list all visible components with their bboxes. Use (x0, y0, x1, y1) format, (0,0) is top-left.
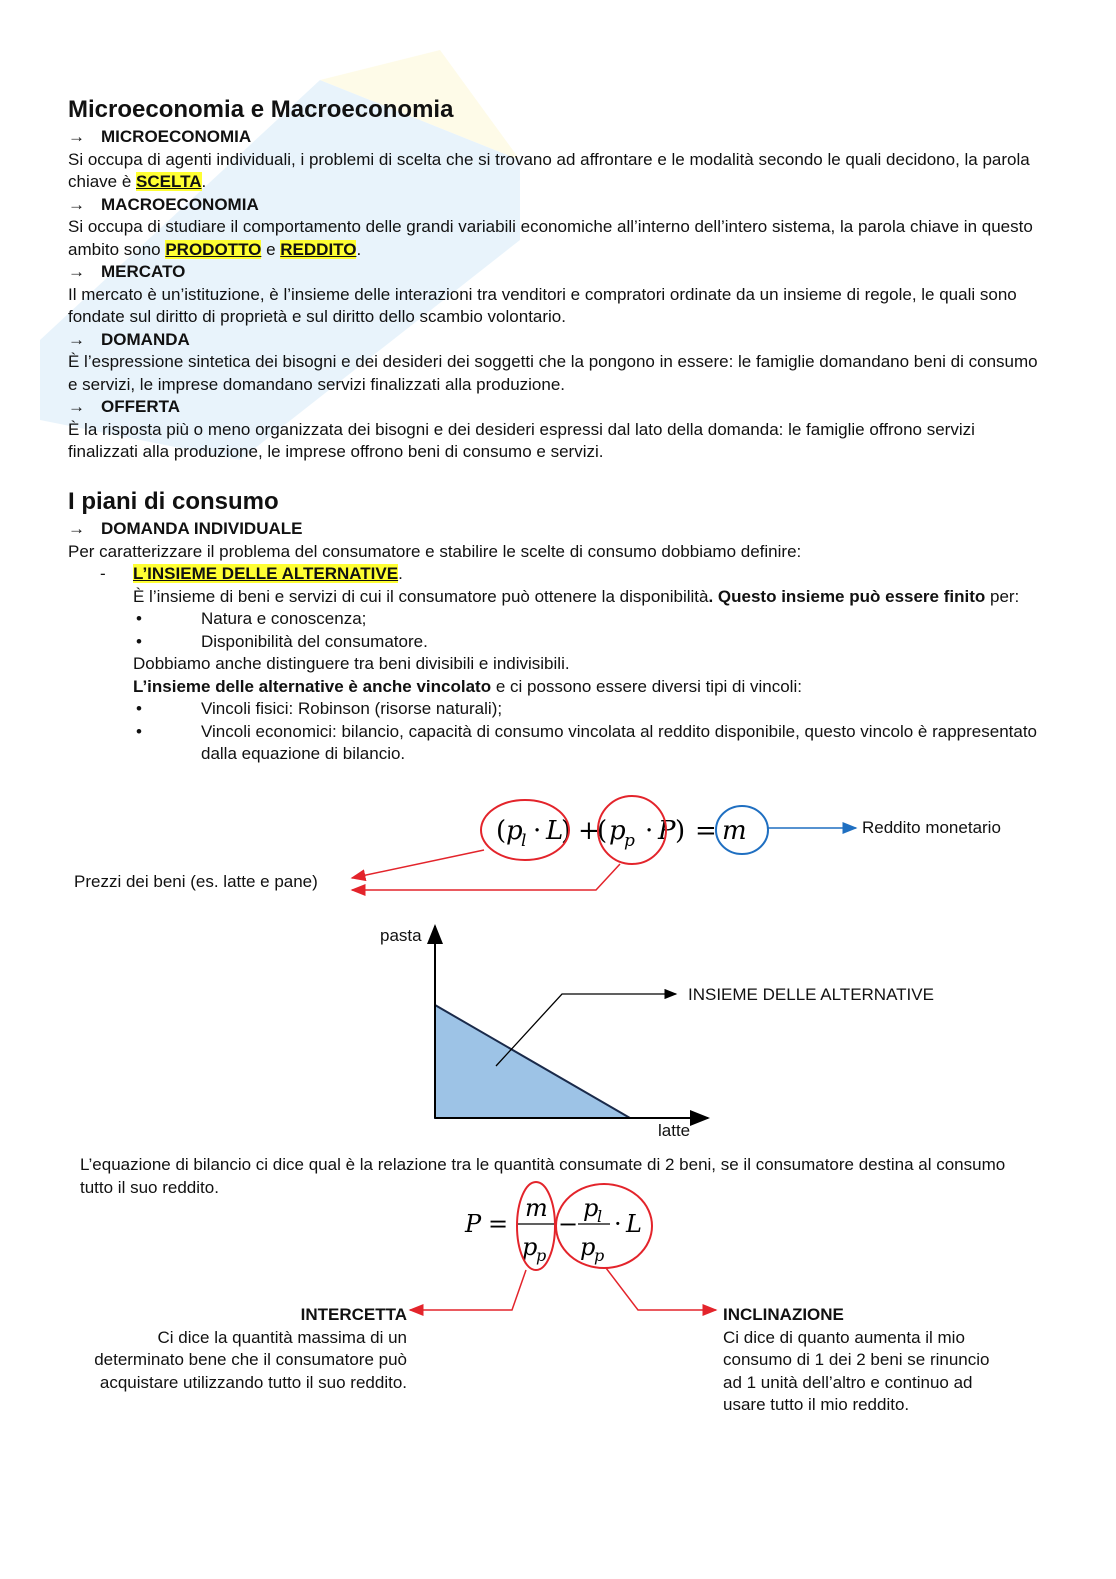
svg-text:p: p (624, 831, 635, 851)
paragraph-macroeconomia: Si occupa di studiare il comportamento delle grandi variabili economiche all’interno dell’intero sistema, la parola chiave in questo ambito sono PRODOTTO e REDDITO. (68, 217, 1033, 259)
keyword-prodotto: PRODOTTO (165, 239, 262, 259)
arrow-right-icon: → (68, 519, 85, 538)
keyword-insieme-alternative: L’INSIEME DELLE ALTERNATIVE (133, 564, 399, 583)
svg-text:p: p (522, 1233, 538, 1261)
alternative-item: - L’INSIEME DELLE ALTERNATIVE. (68, 563, 1043, 586)
piani-body (68, 518, 1043, 766)
list-item: • Vincoli economici: bilancio, capacità di consumo vincolata al reddito disponibile, questo vincolo è rappresentato dalla equazione di bilancio. (133, 721, 1043, 766)
list-item: • Disponibilità del consumatore. (133, 631, 1043, 654)
heading-domanda: → DOMANDA (68, 329, 1043, 352)
svg-text:·: · (645, 816, 654, 846)
arrow-right-icon: → (68, 329, 85, 349)
intercetta-block (94, 1304, 407, 1394)
svg-text:p: p (594, 1246, 605, 1265)
paragraph-mercato: Il mercato è un’istituzione, è l’insieme delle interazioni tra venditori e compratori ordinate da un insieme di regole, le quali sono fondate sul diritto di proprietà e sul diritto dello scambio volontario. (68, 284, 1017, 326)
heading-offerta: → OFFERTA (68, 396, 1043, 419)
list-item: • Vincoli fisici: Robinson (risorse naturali); (133, 698, 1043, 721)
svg-text:·: · (614, 1210, 622, 1238)
inclinazione-heading: INCLINAZIONE (723, 1305, 844, 1324)
paragraph-offerta: È la risposta più o meno organizzata dei bisogni e dei desideri espressi dal lato della domanda: le famiglie offrono servizi finalizzati alla produzione, le imprese offrono beni di consumo e servizi. (68, 419, 975, 461)
svg-text:l: l (521, 831, 527, 851)
arrow-intercetta (410, 1270, 526, 1310)
svg-text:p: p (583, 1194, 599, 1222)
section-title-piani-di-consumo: I piani di consumo (68, 488, 279, 515)
heading-domanda-individuale: → DOMANDA INDIVIDUALE (68, 518, 1043, 541)
section-title-micro-macro: Microeconomia e Macroeconomia (68, 96, 454, 123)
label-reddito-monetario: Reddito monetario (862, 818, 1001, 837)
paragraph-insieme: È l’insieme di beni e servizi di cui il consumatore può ottenere la disponibilità. Questo insieme può essere finito per: (133, 586, 1020, 606)
svg-text:p: p (580, 1233, 596, 1261)
heading-microeconomia: → MICROECONOMIA (68, 126, 1043, 149)
alternative-details (68, 586, 1043, 766)
arrow-inclinazione (606, 1268, 716, 1310)
paragraph-equazione-bilancio: L’equazione di bilancio ci dice qual è la relazione tra le quantità consumate di 2 beni, se il consumatore destina al consumo tutto il suo reddito. (80, 1155, 1006, 1197)
inclinazione-text: Ci dice di quanto aumenta il mio consumo di 1 dei 2 beni se rinuncio ad 1 unità dell’altro e continuo ad usare tutto il mio reddito. (723, 1327, 990, 1414)
dash-marker: - (100, 564, 106, 583)
svg-text:p: p (609, 816, 626, 846)
svg-text:=: = (695, 816, 717, 846)
arrow-right-icon: → (68, 127, 85, 146)
svg-text:m: m (525, 1194, 548, 1222)
svg-text:P: P (465, 1210, 482, 1238)
svg-text:p: p (536, 1246, 547, 1265)
svg-text:m: m (722, 816, 747, 846)
paragraph-vincolato: L’insieme delle alternative è anche vincolato e ci possono essere diversi tipi di vincoli: (133, 676, 802, 696)
svg-text:−: − (558, 1210, 579, 1238)
svg-text:=: = (488, 1210, 509, 1238)
paragraph-intro: Per caratterizzare il problema del consumatore e stabilire le scelte di consumo dobbiamo definire: (68, 541, 802, 561)
equation-text (496, 816, 747, 851)
x-axis-label: latte (658, 1121, 691, 1140)
heading-mercato: → MERCATO (68, 261, 1043, 284)
callout-insieme-alternative: INSIEME DELLE ALTERNATIVE (688, 985, 934, 1004)
label-prezzi-dei-beni: Prezzi dei beni (es. latte e pane) (74, 872, 318, 891)
keyword-reddito: REDDITO (280, 239, 357, 259)
intercetta-heading: INTERCETTA (300, 1305, 407, 1324)
arrow-prezzi-2 (352, 864, 620, 890)
budget-triangle (435, 1005, 630, 1118)
inclinazione-block (723, 1304, 1003, 1417)
y-axis-label: pasta (380, 926, 422, 945)
svg-text:p: p (506, 816, 523, 846)
paragraph-divisibili: Dobbiamo anche distinguere tra beni divisibili e indivisibili. (133, 654, 570, 673)
keyword-scelta: SCELTA (136, 172, 202, 191)
svg-text:L: L (546, 816, 564, 846)
paragraph-domanda: È l’espressione sintetica dei bisogni e dei desideri dei soggetti che la pongono in essere: le famiglie domandano beni di consumo e servizi, le imprese domandano servizi finalizzati alla produzione. (68, 352, 1038, 394)
arrow-right-icon: → (68, 194, 85, 214)
bullet-list-vincoli (133, 698, 1043, 766)
arrow-prezzi-1 (352, 850, 484, 878)
svg-text:): ) (675, 816, 686, 846)
heading-macroeconomia: → MACROECONOMIA (68, 194, 1043, 217)
arrow-right-icon: → (68, 397, 85, 416)
list-item: • Natura e conoscenza; (133, 608, 1043, 631)
micro-macro-body (68, 126, 1043, 464)
svg-text:L: L (626, 1210, 642, 1238)
intercetta-text: Ci dice la quantità massima di un determinato bene che il consumatore può acquistare utilizzando tutto il suo reddito. (94, 1327, 407, 1392)
svg-text:+: + (578, 816, 600, 846)
paragraph-microeconomia: Si occupa di agenti individuali, i problemi di scelta che si trovano ad affrontare e le modalità secondo le quali decidono, la parola chiave è SCELTA. (68, 149, 1030, 191)
svg-text:P: P (658, 816, 676, 846)
svg-text:(: ( (496, 816, 507, 846)
svg-text:·: · (533, 816, 542, 846)
svg-text:l: l (597, 1207, 603, 1226)
arrow-right-icon: → (68, 262, 85, 281)
alternative-set-graph (360, 920, 1020, 1150)
svg-text:(: ( (597, 816, 608, 846)
bullet-list-finito (133, 608, 1043, 653)
svg-text:): ) (561, 816, 572, 846)
